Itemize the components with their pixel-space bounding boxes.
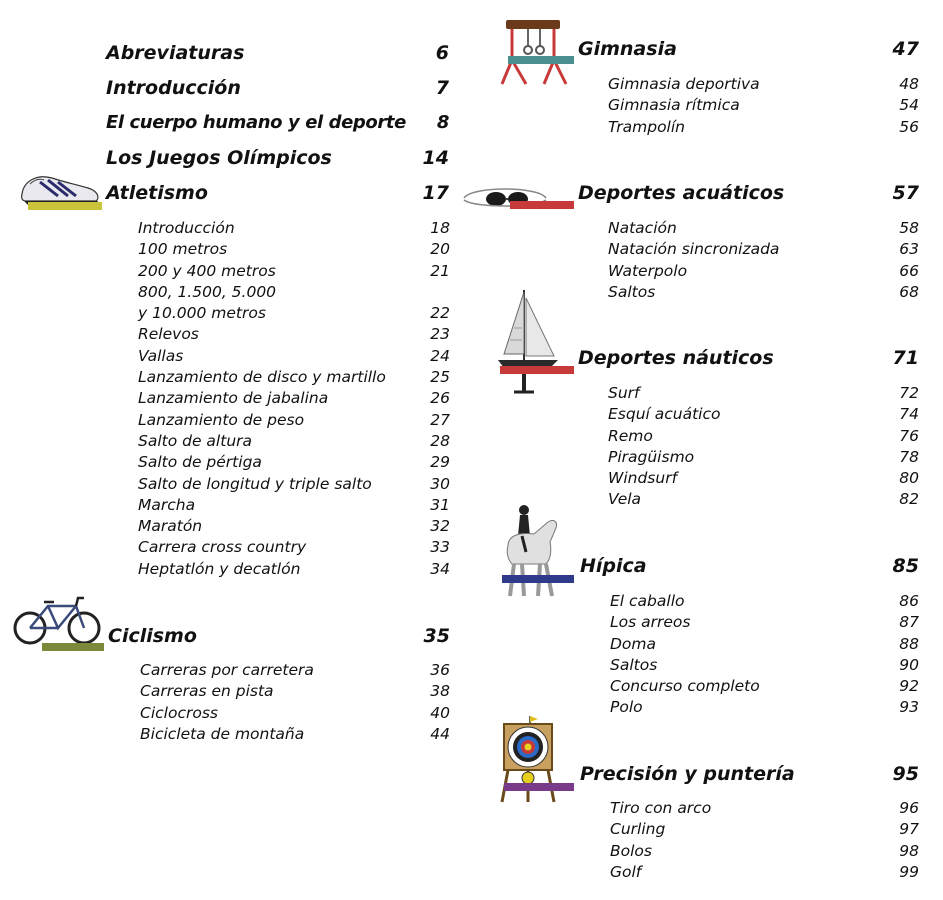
section-page: 95 (892, 763, 919, 785)
list-item[interactable]: 800, 1.500, 5.000 (138, 282, 277, 301)
bicycle-icon (12, 594, 102, 646)
section-color-bar (502, 575, 574, 583)
acuaticos-list (608, 218, 919, 303)
list-item[interactable]: Concurso completo 92 (610, 677, 919, 696)
toc-entry-page: 8 (436, 112, 449, 133)
section-title: Ciclismo (108, 625, 197, 647)
toc-entry-cuerpo-humano[interactable] (106, 112, 449, 133)
toc-entry-title: Abreviaturas (106, 42, 245, 64)
hipica-list (610, 591, 919, 719)
toc-entry-introduccion[interactable] (106, 77, 449, 99)
list-item[interactable]: Maratón 32 (138, 517, 450, 536)
list-item[interactable]: Lanzamiento de disco y martillo 25 (138, 368, 450, 387)
list-item[interactable]: Salto de pértiga 29 (138, 453, 450, 472)
rings-apparatus-icon (500, 18, 572, 88)
archery-target-icon (500, 714, 564, 806)
section-heading-atletismo[interactable] (106, 182, 449, 204)
list-item[interactable]: Carrera cross country 33 (138, 538, 450, 557)
section-heading-nauticos[interactable] (578, 347, 919, 369)
section-color-bar (510, 201, 574, 209)
sailboat-icon (494, 288, 564, 396)
list-item[interactable]: Lanzamiento de jabalina 26 (138, 389, 450, 408)
list-item[interactable]: Relevos 23 (138, 325, 450, 344)
list-item[interactable]: Ciclocross 40 (140, 703, 450, 722)
gimnasia-list (608, 74, 919, 138)
list-item[interactable]: Polo 93 (610, 698, 919, 717)
list-item[interactable]: Los arreos 87 (610, 613, 919, 632)
section-page: 35 (423, 625, 450, 647)
section-page: 71 (892, 347, 919, 369)
list-item[interactable]: 200 y 400 metros 21 (138, 261, 450, 280)
toc-entry-page: 14 (422, 147, 449, 169)
list-item[interactable]: Esquí acuático 74 (608, 405, 919, 424)
section-heading-acuaticos[interactable] (578, 182, 919, 204)
horse-rider-icon (500, 502, 562, 600)
list-item[interactable]: Trampolín 56 (608, 117, 919, 136)
list-item[interactable]: Gimnasia deportiva 48 (608, 75, 919, 93)
list-item[interactable]: Natación 58 (608, 219, 919, 237)
section-title: Atletismo (106, 182, 208, 204)
section-color-bar (42, 643, 104, 651)
list-item[interactable]: Golf 99 (610, 862, 919, 881)
list-item[interactable]: Saltos 68 (608, 282, 919, 301)
list-item[interactable]: Introducción 18 (138, 219, 450, 237)
list-item[interactable]: y 10.000 metros 22 (138, 304, 450, 323)
atletismo-list (138, 218, 450, 580)
list-item[interactable]: Saltos 90 (610, 655, 919, 674)
section-page: 47 (892, 38, 919, 60)
section-page: 85 (892, 555, 919, 577)
list-item[interactable]: Bicicleta de montaña 44 (140, 724, 450, 743)
list-item[interactable]: Salto de altura 28 (138, 431, 450, 450)
list-item[interactable]: Doma 88 (610, 634, 919, 653)
section-heading-precision[interactable] (580, 763, 919, 785)
section-color-bar (28, 202, 102, 210)
list-item[interactable]: Piragüismo 78 (608, 447, 919, 466)
section-title: Deportes acuáticos (578, 182, 785, 204)
list-item[interactable]: Bolos 98 (610, 841, 919, 860)
section-title: Precisión y puntería (580, 763, 795, 785)
toc-entry-abreviaturas[interactable] (106, 42, 449, 64)
section-page: 57 (892, 182, 919, 204)
list-item[interactable]: Vela 82 (608, 490, 919, 509)
toc-entry-title: El cuerpo humano y el deporte (106, 112, 406, 133)
section-title: Hípica (580, 555, 647, 577)
list-item[interactable]: Marcha 31 (138, 495, 450, 514)
section-heading-ciclismo[interactable] (108, 625, 450, 647)
section-title: Gimnasia (578, 38, 677, 60)
toc-entry-title: Introducción (106, 77, 241, 99)
toc-entry-juegos-olimpicos[interactable] (106, 147, 449, 169)
toc-entry-page: 7 (435, 77, 449, 99)
list-item[interactable]: Salto de longitud y triple salto 30 (138, 474, 450, 493)
toc-entry-title: Los Juegos Olímpicos (106, 147, 332, 169)
section-heading-gimnasia[interactable] (578, 38, 919, 60)
list-item[interactable]: Gimnasia rítmica 54 (608, 96, 919, 115)
list-item[interactable]: Surf 72 (608, 384, 919, 402)
ciclismo-list (140, 660, 450, 745)
list-item[interactable]: Carreras por carretera 36 (140, 661, 450, 679)
list-item[interactable]: Remo 76 (608, 426, 919, 445)
section-color-bar (500, 366, 574, 374)
section-color-bar (508, 56, 574, 64)
list-item[interactable]: Waterpolo 66 (608, 261, 919, 280)
list-item[interactable]: Carreras en pista 38 (140, 682, 450, 701)
section-heading-hipica[interactable] (580, 555, 919, 577)
list-item[interactable]: 100 metros 20 (138, 240, 450, 259)
list-item[interactable]: Windsurf 80 (608, 469, 919, 488)
list-item[interactable]: El caballo 86 (610, 592, 919, 610)
list-item[interactable]: Curling 97 (610, 820, 919, 839)
list-item[interactable]: Heptatlón y decatlón 34 (138, 559, 450, 578)
toc-entry-page: 6 (435, 42, 449, 64)
list-item[interactable]: Natación sincronizada 63 (608, 240, 919, 259)
section-color-bar (504, 783, 574, 791)
nauticos-list (608, 383, 919, 511)
section-page: 17 (422, 182, 449, 204)
precision-list (610, 798, 919, 883)
list-item[interactable]: Vallas 24 (138, 346, 450, 365)
list-item[interactable]: Lanzamiento de peso 27 (138, 410, 450, 429)
list-item[interactable]: Tiro con arco 96 (610, 799, 919, 817)
section-title: Deportes náuticos (578, 347, 774, 369)
